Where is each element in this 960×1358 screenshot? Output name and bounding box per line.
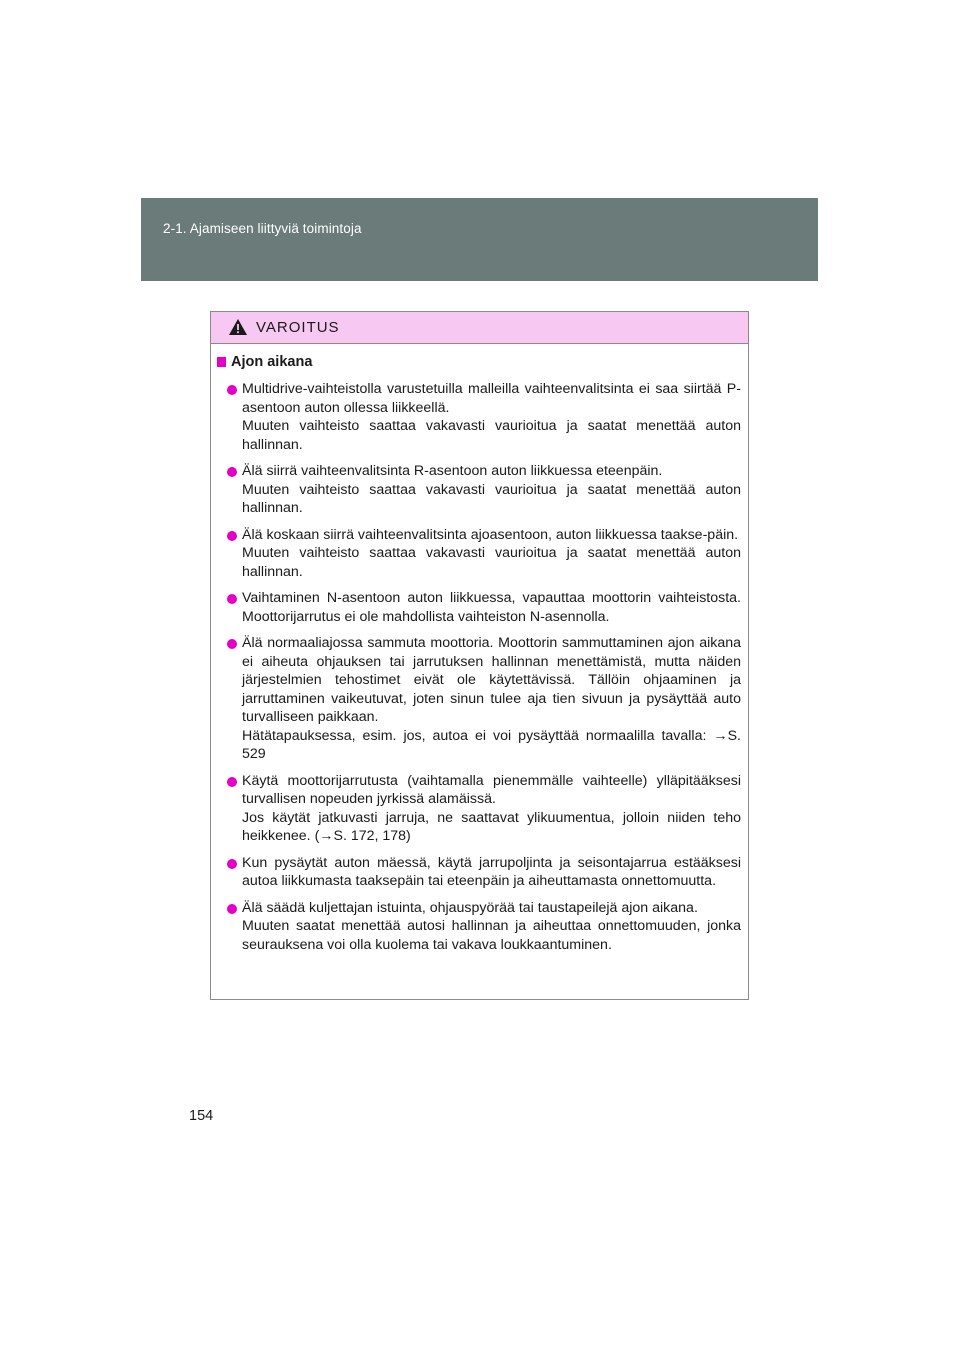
bullet-dot-icon (227, 859, 237, 869)
warning-item-text: Älä koskaan siirrä vaihteenvalitsinta ajoasentoon, auton liikkuessa taakse-päin. (242, 526, 739, 543)
warning-item-text: Käytä moottorijarrutusta (vaihtamalla pienemmälle vaihteelle) ylläpitääksesi turvallisen nopeuden jyrkissä alamäissä. (242, 772, 741, 807)
warning-item (217, 899, 742, 955)
warning-item-text: Jos käytät jatkuvasti jarruja, ne saattavat ylikuumentua, jolloin niiden teho heikkenee. (→S. 172, 178) (242, 809, 741, 844)
warning-body (211, 344, 748, 954)
page-number: 154 (189, 1108, 214, 1124)
section-heading-text: Ajon aikana (231, 354, 313, 370)
warning-item (217, 589, 742, 626)
bullet-dot-icon (227, 531, 237, 541)
warning-item (217, 462, 742, 518)
warning-header (211, 312, 748, 344)
warning-item-text: Älä siirrä vaihteenvalitsinta R-asentoon auton liikkuessa eteenpäin. (242, 463, 663, 479)
bullet-dot-icon (227, 594, 237, 604)
section-heading (217, 354, 742, 370)
bullet-dot-icon (227, 385, 237, 395)
warning-triangle-icon (228, 318, 248, 336)
warning-item (217, 772, 742, 846)
warning-item (217, 526, 742, 582)
warning-box (210, 311, 749, 1000)
warning-item (217, 854, 742, 891)
warning-item-text: Muuten vaihteisto saattaa vakavasti vaurioitua ja saatat menettää auton hallinnan. (242, 545, 741, 580)
warning-item-text: Kun pysäytät auton mäessä, käytä jarrupoljinta ja seisontajarrua estääksesi autoa liikkumasta taaksepäin tai eteenpäin ja aiheuttamasta onnettomuutta. (242, 854, 741, 889)
warning-item-text: Muuten saatat menettää autosi hallinnan ja aiheuttaa onnettomuuden, jonka seurauksena voi olla kuolema tai vakava loukkaantuminen. (242, 918, 741, 953)
section-title: 2-1. Ajamiseen liittyviä toimintoja (163, 221, 362, 236)
warning-item-text: Älä normaaliajossa sammuta moottoria. Moottorin sammuttaminen ajon aikana ei aiheuta ohjauksen tai jarrutuksen hallinnan menettämistä, mutta näiden järjestelmien tehostimet eivät ole käytettävissä. Tällöin ohjaaminen ja jarruttaminen vaikeutuvat, joten sinun tulee aja tien sivuun ja pysäyttää auto turvalliseen paikkaan. (242, 635, 741, 725)
section-header (141, 198, 818, 281)
warning-item-text: Hätätapauksessa, esim. jos, autoa ei voi pysäyttää normaalilla tavalla: →S. 529 (242, 727, 741, 762)
warning-title: VAROITUS (256, 319, 340, 336)
bullet-dot-icon (227, 777, 237, 787)
bullet-dot-icon (227, 904, 237, 914)
warning-item-text: Vaihtaminen N-asentoon auton liikkuessa, vapauttaa moottorin vaihteistosta. Moottorijarrutus ei ole mahdollista vaihteiston N-asennolla. (242, 590, 741, 625)
warning-item (217, 380, 742, 454)
square-bullet-icon (217, 357, 226, 367)
warning-item-text: Muuten vaihteisto saattaa vakavasti vaurioitua ja saatat menettää auton hallinnan. (242, 481, 741, 516)
bullet-dot-icon (227, 639, 237, 649)
warning-item-text: Älä säädä kuljettajan istuinta, ohjauspyörää tai taustapeilejä ajon aikana. (242, 899, 698, 916)
warning-item (217, 634, 742, 764)
warning-item-text: Muuten vaihteisto saattaa vakavasti vaurioitua ja saatat menettää auton hallinnan. (242, 418, 741, 453)
warning-list (217, 380, 742, 954)
bullet-dot-icon (227, 467, 237, 477)
warning-item-text: Multidrive-vaihteistolla varustetuilla malleilla vaihteenvalitsinta ei saa siirtää P-asentoon auton ollessa liikkeellä. (242, 381, 741, 416)
